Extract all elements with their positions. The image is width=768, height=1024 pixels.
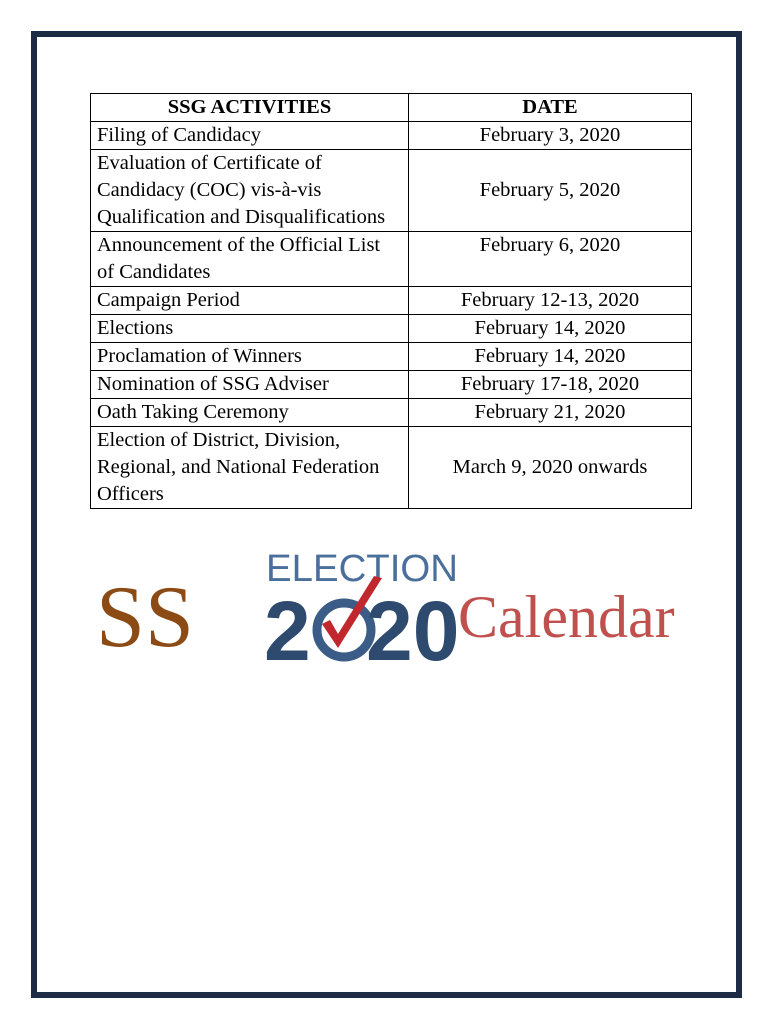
activity-cell: Evaluation of Certificate of Candidacy (COC) vis-à-vis Qualification and Disqualifications (91, 150, 409, 232)
activity-cell: Elections (91, 315, 409, 343)
table-row (91, 427, 692, 509)
table-row (91, 315, 692, 343)
table-header-row (91, 94, 692, 122)
date-cell: February 3, 2020 (409, 122, 692, 150)
table-row (91, 343, 692, 371)
table-row (91, 150, 692, 232)
date-cell: February 6, 2020 (409, 232, 692, 287)
activity-cell: Election of District, Division, Regional, and National Federation Officers (91, 427, 409, 509)
date-cell: February 5, 2020 (409, 150, 692, 232)
date-cell: February 17-18, 2020 (409, 371, 692, 399)
table-row (91, 371, 692, 399)
header-date: DATE (409, 94, 692, 122)
date-cell: February 14, 2020 (409, 315, 692, 343)
table-row (91, 232, 692, 287)
logo-digits-20: 20 (366, 584, 460, 668)
date-cell: February 21, 2020 (409, 399, 692, 427)
table-row (91, 287, 692, 315)
election-2020-logo (262, 548, 462, 668)
activity-cell: Announcement of the Official List of Candidates (91, 232, 409, 287)
date-cell: March 9, 2020 onwards (409, 427, 692, 509)
activity-cell: Proclamation of Winners (91, 343, 409, 371)
activities-table (90, 93, 692, 509)
activity-cell: Nomination of SSG Adviser (91, 371, 409, 399)
activity-cell: Campaign Period (91, 287, 409, 315)
header-activities: SSG ACTIVITIES (91, 94, 409, 122)
date-cell: February 12-13, 2020 (409, 287, 692, 315)
date-cell: February 14, 2020 (409, 343, 692, 371)
logo-digit-2: 2 (264, 584, 311, 668)
ss-label: SS (96, 569, 194, 666)
table-row (91, 122, 692, 150)
logo-election-word: ELECTION (266, 548, 458, 590)
activity-cell: Filing of Candidacy (91, 122, 409, 150)
activity-cell: Oath Taking Ceremony (91, 399, 409, 427)
table-row (91, 399, 692, 427)
calendar-label: Calendar (458, 584, 675, 650)
